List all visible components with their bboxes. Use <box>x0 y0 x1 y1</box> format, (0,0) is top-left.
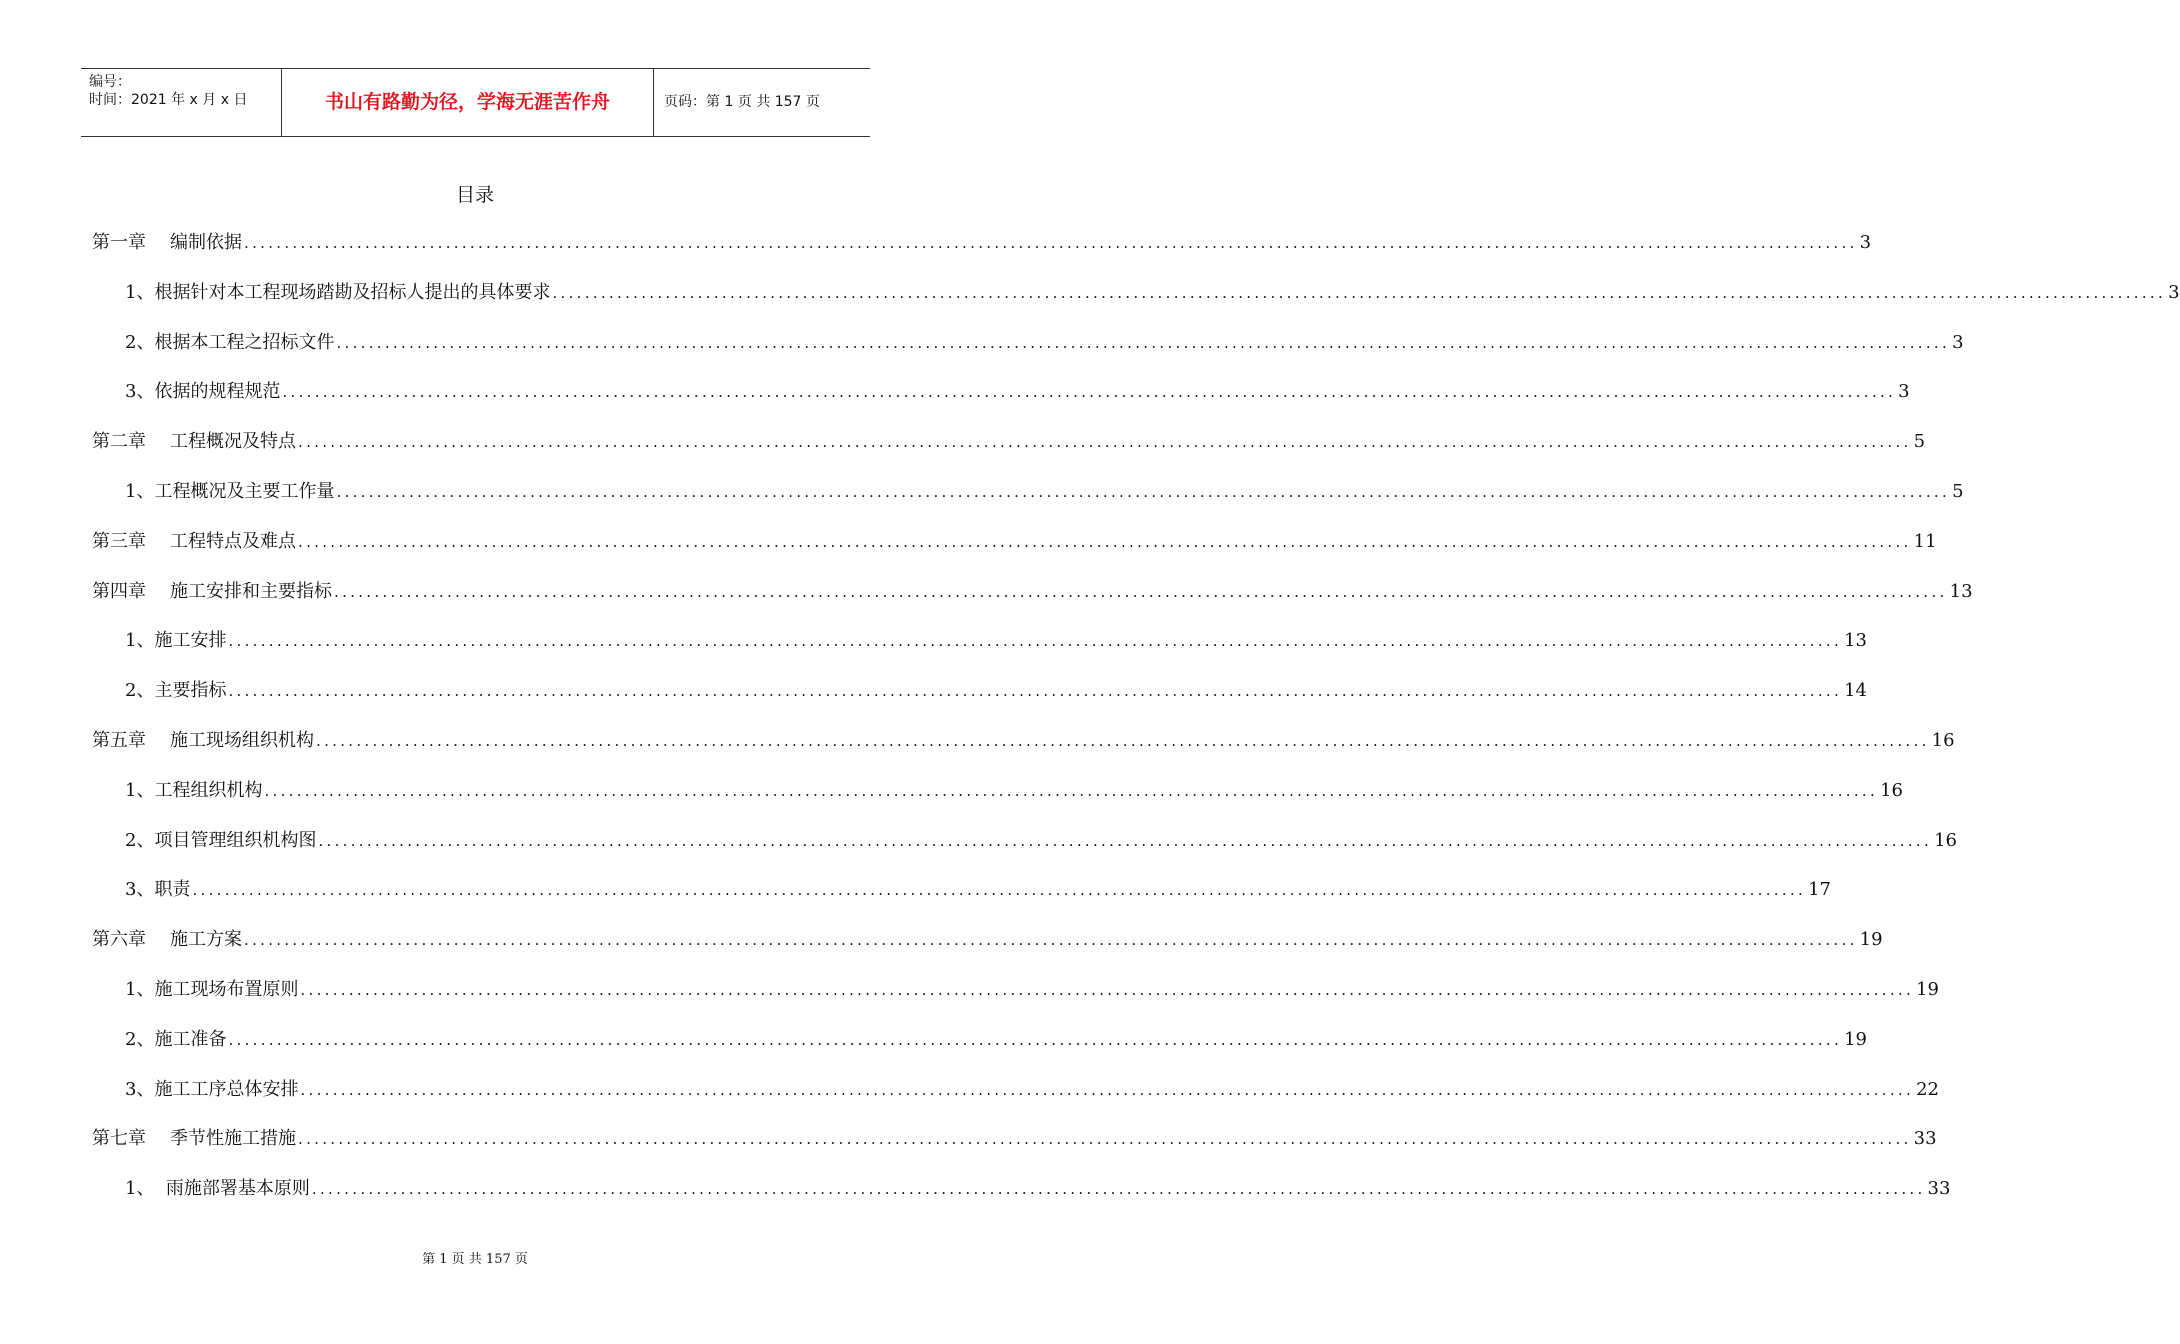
toc-entry-number: 1、 <box>125 979 155 1000</box>
toc-entry-number: 1、 <box>125 281 155 303</box>
toc-entry[interactable] <box>92 529 1937 555</box>
toc-entry[interactable] <box>125 1077 1939 1103</box>
toc-entry-title: 施工准备 <box>154 1028 227 1050</box>
toc-entry[interactable] <box>125 678 1867 704</box>
toc-entry-title: 施工方案 <box>170 929 242 951</box>
toc-entry-page: 13 <box>1949 580 1973 602</box>
page-footer: 第 1 页 共 157 页 <box>422 1252 528 1267</box>
toc-leader-dots: ........................................................................................................................................................................................................ <box>316 732 1930 750</box>
toc-leader-dots: ........................................................................................................................................................................................................ <box>311 1180 1926 1199</box>
toc-entry-title: 施工安排和主要指标 <box>170 580 332 602</box>
toc-leader-dots: ........................................................................................................................................................................................................ <box>298 532 1912 551</box>
toc-leader-dots: ........................................................................................................................................................................................................ <box>336 483 1951 501</box>
code-label: 编号： <box>89 74 131 90</box>
toc-leader-dots: ........................................................................................................................................................................................................ <box>264 781 1879 800</box>
toc-entry-page: 14 <box>1844 680 1867 702</box>
toc-entry[interactable] <box>92 429 1926 455</box>
toc-entry-number: 第五章 <box>92 730 146 751</box>
toc-entry-number: 第一章 <box>92 232 146 253</box>
toc-entry-page: 3 <box>2168 281 2180 303</box>
toc-entry-page: 5 <box>1913 431 1926 453</box>
toc-entry[interactable] <box>125 1176 1951 1202</box>
toc-entry[interactable] <box>92 230 1872 256</box>
toc-entry-number: 1、 <box>125 481 155 502</box>
toc-entry-title: 项目管理组织机构图 <box>154 829 317 851</box>
toc-leader-dots: ........................................................................................................................................................................................................ <box>318 831 1933 850</box>
toc-entry-page: 5 <box>1952 481 1964 502</box>
toc-entry[interactable] <box>125 1027 1867 1053</box>
toc-entry[interactable] <box>92 927 1883 953</box>
toc-entry[interactable] <box>92 728 1955 754</box>
toc-entry-title: 工程特点及难点 <box>170 530 296 552</box>
toc-leader-dots: ........................................................................................................................................................................................................ <box>228 1030 1843 1049</box>
toc-entry-number: 3、 <box>125 1078 155 1100</box>
toc-leader-dots: ........................................................................................................................................................................................................ <box>334 582 1948 601</box>
toc-entry[interactable] <box>92 1126 1937 1152</box>
toc-leader-dots: ........................................................................................................................................................................................................ <box>244 234 1858 252</box>
toc-entry[interactable] <box>125 828 1957 854</box>
toc-leader-dots: ........................................................................................................................................................................................................ <box>228 682 1843 701</box>
toc-leader-dots: ........................................................................................................................................................................................................ <box>298 433 1912 452</box>
header-page-info: 页码：第 1 页 共 157 页 <box>664 94 820 110</box>
document-header <box>81 68 870 137</box>
toc-entry-number: 第四章 <box>92 580 146 602</box>
toc-entry-title: 根据针对本工程现场踏勘及招标人提出的具体要求 <box>154 281 551 303</box>
toc-entry-title: 主要指标 <box>154 680 227 702</box>
toc-entry-page: 19 <box>1859 929 1883 951</box>
toc-leader-dots: ........................................................................................................................................................................................................ <box>300 1080 1915 1099</box>
toc-entry-number: 1、 <box>125 779 155 801</box>
toc-entry-title: 施工现场组织机构 <box>170 730 314 751</box>
toc-entry-number: 1、 <box>125 630 155 652</box>
toc-entry-title: 施工安排 <box>154 630 227 652</box>
toc-entry-title: 工程概况及特点 <box>170 431 296 453</box>
header-meta <box>81 69 281 136</box>
toc-leader-dots: ........................................................................................................................................................................................................ <box>298 1130 1912 1149</box>
time-label: 时间：2021 年 x 月 x 日 <box>89 92 248 108</box>
toc-entry-page: 16 <box>1880 779 1903 801</box>
toc-entry-title: 季节性施工措施 <box>170 1128 296 1150</box>
toc-leader-dots: ........................................................................................................................................................................................................ <box>300 981 1915 999</box>
toc-entry-title: 施工工序总体安排 <box>154 1078 299 1100</box>
toc-entry-number: 2、 <box>125 829 155 851</box>
toc-entry-page: 19 <box>1844 1028 1867 1050</box>
toc-entry-page: 11 <box>1913 530 1937 552</box>
toc-leader-dots: ........................................................................................................................................................................................................ <box>336 333 1951 352</box>
toc-entry-number: 第六章 <box>92 929 146 951</box>
toc-leader-dots: ........................................................................................................................................................................................................ <box>244 931 1858 950</box>
toc-entry[interactable] <box>92 579 1973 605</box>
toc-entry-page: 16 <box>1931 730 1955 751</box>
toc-entry-page: 33 <box>1913 1128 1937 1150</box>
toc-entry-page: 33 <box>1927 1178 1951 1200</box>
toc-leader-dots: ........................................................................................................................................................................................................ <box>552 283 2167 302</box>
toc-entry-number: 1、 <box>125 1178 155 1200</box>
toc-entry-page: 22 <box>1916 1078 1939 1100</box>
toc-entry-number: 2、 <box>125 331 155 353</box>
toc-entry[interactable] <box>125 379 1910 405</box>
toc-entry-number: 第二章 <box>92 431 146 453</box>
toc-entry-title: 工程组织机构 <box>154 779 263 801</box>
toc-entry-page: 3 <box>1898 381 1910 403</box>
toc-leader-dots: ........................................................................................................................................................................................................ <box>282 383 1897 402</box>
toc-entry-page: 13 <box>1844 630 1867 652</box>
toc-entry-title: 根据本工程之招标文件 <box>154 331 335 353</box>
toc-entry-title: 编制依据 <box>170 232 242 253</box>
header-motto: 书山有路勤为径，学海无涯苦作舟 <box>281 69 654 136</box>
toc-entry-title: 施工现场布置原则 <box>154 979 299 1000</box>
toc-entry-page: 16 <box>1934 829 1957 851</box>
toc-title: 目录 <box>455 184 494 206</box>
toc-entry-number: 第三章 <box>92 530 146 552</box>
toc-entry-page: 17 <box>1808 879 1831 901</box>
toc-entry-title: 雨施部署基本原则 <box>154 1178 310 1200</box>
toc-entry[interactable] <box>125 977 1939 1003</box>
toc-entry[interactable] <box>125 479 1964 505</box>
toc-entry-number: 3、 <box>125 381 155 403</box>
toc-entry[interactable] <box>125 877 1831 903</box>
toc-entry-page: 3 <box>1952 331 1964 353</box>
toc-entry[interactable] <box>125 280 2180 306</box>
toc-entry[interactable] <box>125 330 1964 356</box>
toc-entry-number: 第七章 <box>92 1128 146 1150</box>
toc-entry-page: 19 <box>1916 979 1939 1000</box>
toc-entry-title: 职责 <box>154 879 191 901</box>
toc-entry-number: 3、 <box>125 879 155 901</box>
toc-entry-page: 3 <box>1859 232 1872 253</box>
toc-leader-dots: ........................................................................................................................................................................................................ <box>192 881 1807 900</box>
toc-entry-title: 依据的规程规范 <box>154 381 281 403</box>
toc-leader-dots: ........................................................................................................................................................................................................ <box>228 632 1843 651</box>
toc-entry[interactable] <box>125 778 1903 804</box>
toc-entry-number: 2、 <box>125 680 155 702</box>
toc-entry-number: 2、 <box>125 1028 155 1050</box>
toc-entry-title: 工程概况及主要工作量 <box>154 481 335 502</box>
toc-entry[interactable] <box>125 628 1867 654</box>
